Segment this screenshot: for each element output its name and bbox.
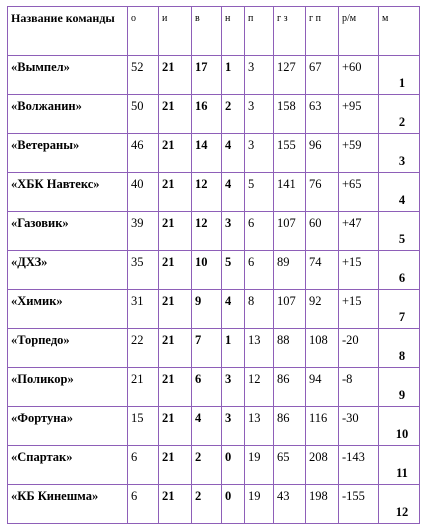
cell-team: «ДХЗ» bbox=[8, 251, 128, 290]
cell-losses: 6 bbox=[245, 251, 274, 290]
cell-team: «ХБК Навтекс» bbox=[8, 173, 128, 212]
cell-wins: 4 bbox=[192, 407, 222, 446]
cell-points: 46 bbox=[128, 134, 159, 173]
cell-wins: 2 bbox=[192, 446, 222, 485]
header-diff: р/м bbox=[339, 7, 379, 56]
cell-points: 52 bbox=[128, 56, 159, 95]
table-row bbox=[8, 329, 420, 368]
cell-place: 6 bbox=[379, 251, 420, 290]
cell-games: 21 bbox=[159, 407, 192, 446]
cell-goals-against: 108 bbox=[306, 329, 339, 368]
cell-losses: 6 bbox=[245, 212, 274, 251]
cell-place: 2 bbox=[379, 95, 420, 134]
table-row bbox=[8, 134, 420, 173]
cell-goals-against: 63 bbox=[306, 95, 339, 134]
cell-wins: 7 bbox=[192, 329, 222, 368]
cell-goals-for: 127 bbox=[274, 56, 306, 95]
cell-team: «КБ Кинешма» bbox=[8, 485, 128, 524]
cell-games: 21 bbox=[159, 56, 192, 95]
cell-diff: +60 bbox=[339, 56, 379, 95]
cell-goals-against: 96 bbox=[306, 134, 339, 173]
cell-team: «Волжанин» bbox=[8, 95, 128, 134]
cell-team: «Поликор» bbox=[8, 368, 128, 407]
cell-draws: 4 bbox=[222, 134, 245, 173]
cell-games: 21 bbox=[159, 446, 192, 485]
cell-points: 15 bbox=[128, 407, 159, 446]
cell-team: «Спартак» bbox=[8, 446, 128, 485]
cell-goals-for: 65 bbox=[274, 446, 306, 485]
cell-place: 11 bbox=[379, 446, 420, 485]
cell-goals-against: 198 bbox=[306, 485, 339, 524]
cell-goals-for: 141 bbox=[274, 173, 306, 212]
cell-wins: 6 bbox=[192, 368, 222, 407]
cell-draws: 4 bbox=[222, 290, 245, 329]
cell-goals-against: 116 bbox=[306, 407, 339, 446]
header-goals-for: г з bbox=[274, 7, 306, 56]
cell-place: 7 bbox=[379, 290, 420, 329]
header-team: Название команды bbox=[8, 7, 128, 56]
cell-wins: 17 bbox=[192, 56, 222, 95]
cell-losses: 3 bbox=[245, 95, 274, 134]
table-row bbox=[8, 368, 420, 407]
table-row bbox=[8, 95, 420, 134]
cell-losses: 13 bbox=[245, 329, 274, 368]
header-points: о bbox=[128, 7, 159, 56]
cell-draws: 1 bbox=[222, 329, 245, 368]
cell-place: 10 bbox=[379, 407, 420, 446]
cell-place: 9 bbox=[379, 368, 420, 407]
cell-points: 6 bbox=[128, 485, 159, 524]
cell-points: 6 bbox=[128, 446, 159, 485]
cell-goals-against: 94 bbox=[306, 368, 339, 407]
cell-diff: -20 bbox=[339, 329, 379, 368]
cell-losses: 13 bbox=[245, 407, 274, 446]
table-row bbox=[8, 173, 420, 212]
cell-goals-for: 158 bbox=[274, 95, 306, 134]
cell-losses: 12 bbox=[245, 368, 274, 407]
table-row bbox=[8, 251, 420, 290]
cell-team: «Химик» bbox=[8, 290, 128, 329]
cell-place: 12 bbox=[379, 485, 420, 524]
cell-diff: +65 bbox=[339, 173, 379, 212]
table-row bbox=[8, 56, 420, 95]
cell-points: 21 bbox=[128, 368, 159, 407]
table-body bbox=[8, 56, 420, 524]
cell-goals-for: 86 bbox=[274, 407, 306, 446]
cell-draws: 3 bbox=[222, 212, 245, 251]
cell-losses: 3 bbox=[245, 134, 274, 173]
cell-team: «Ветераны» bbox=[8, 134, 128, 173]
cell-goals-for: 86 bbox=[274, 368, 306, 407]
cell-goals-for: 107 bbox=[274, 212, 306, 251]
standings-table bbox=[7, 6, 420, 524]
cell-team: «Фортуна» bbox=[8, 407, 128, 446]
cell-points: 50 bbox=[128, 95, 159, 134]
cell-games: 21 bbox=[159, 134, 192, 173]
cell-goals-against: 76 bbox=[306, 173, 339, 212]
cell-wins: 2 bbox=[192, 485, 222, 524]
cell-games: 21 bbox=[159, 290, 192, 329]
cell-losses: 5 bbox=[245, 173, 274, 212]
cell-draws: 0 bbox=[222, 485, 245, 524]
cell-diff: +15 bbox=[339, 251, 379, 290]
cell-draws: 4 bbox=[222, 173, 245, 212]
cell-points: 22 bbox=[128, 329, 159, 368]
table-row bbox=[8, 290, 420, 329]
cell-goals-against: 60 bbox=[306, 212, 339, 251]
cell-points: 35 bbox=[128, 251, 159, 290]
header-wins: в bbox=[192, 7, 222, 56]
table-row bbox=[8, 407, 420, 446]
cell-draws: 3 bbox=[222, 407, 245, 446]
cell-games: 21 bbox=[159, 212, 192, 251]
table-row bbox=[8, 212, 420, 251]
cell-points: 39 bbox=[128, 212, 159, 251]
cell-losses: 19 bbox=[245, 485, 274, 524]
cell-draws: 1 bbox=[222, 56, 245, 95]
cell-place: 4 bbox=[379, 173, 420, 212]
cell-goals-against: 208 bbox=[306, 446, 339, 485]
cell-goals-for: 88 bbox=[274, 329, 306, 368]
header-place: м bbox=[379, 7, 420, 56]
cell-place: 8 bbox=[379, 329, 420, 368]
cell-wins: 16 bbox=[192, 95, 222, 134]
cell-goals-against: 67 bbox=[306, 56, 339, 95]
cell-losses: 3 bbox=[245, 56, 274, 95]
cell-diff: -143 bbox=[339, 446, 379, 485]
cell-wins: 12 bbox=[192, 173, 222, 212]
cell-games: 21 bbox=[159, 485, 192, 524]
cell-goals-for: 107 bbox=[274, 290, 306, 329]
table-row bbox=[8, 485, 420, 524]
cell-games: 21 bbox=[159, 329, 192, 368]
cell-team: «Вымпел» bbox=[8, 56, 128, 95]
header-goals-against: г п bbox=[306, 7, 339, 56]
cell-wins: 12 bbox=[192, 212, 222, 251]
cell-losses: 19 bbox=[245, 446, 274, 485]
cell-diff: +59 bbox=[339, 134, 379, 173]
cell-games: 21 bbox=[159, 368, 192, 407]
cell-draws: 0 bbox=[222, 446, 245, 485]
table-row bbox=[8, 446, 420, 485]
cell-draws: 2 bbox=[222, 95, 245, 134]
cell-place: 3 bbox=[379, 134, 420, 173]
cell-games: 21 bbox=[159, 95, 192, 134]
cell-place: 5 bbox=[379, 212, 420, 251]
cell-goals-for: 89 bbox=[274, 251, 306, 290]
cell-losses: 8 bbox=[245, 290, 274, 329]
cell-goals-for: 43 bbox=[274, 485, 306, 524]
cell-diff: -8 bbox=[339, 368, 379, 407]
table-header bbox=[8, 7, 420, 56]
cell-goals-against: 92 bbox=[306, 290, 339, 329]
cell-points: 31 bbox=[128, 290, 159, 329]
cell-team: «Газовик» bbox=[8, 212, 128, 251]
cell-wins: 9 bbox=[192, 290, 222, 329]
cell-diff: -155 bbox=[339, 485, 379, 524]
header-losses: п bbox=[245, 7, 274, 56]
cell-games: 21 bbox=[159, 173, 192, 212]
cell-points: 40 bbox=[128, 173, 159, 212]
cell-goals-for: 155 bbox=[274, 134, 306, 173]
cell-wins: 10 bbox=[192, 251, 222, 290]
cell-draws: 3 bbox=[222, 368, 245, 407]
cell-place: 1 bbox=[379, 56, 420, 95]
cell-diff: +95 bbox=[339, 95, 379, 134]
cell-games: 21 bbox=[159, 251, 192, 290]
cell-diff: +47 bbox=[339, 212, 379, 251]
header-row bbox=[8, 7, 420, 56]
cell-diff: -30 bbox=[339, 407, 379, 446]
cell-team: «Торпедо» bbox=[8, 329, 128, 368]
cell-diff: +15 bbox=[339, 290, 379, 329]
cell-goals-against: 74 bbox=[306, 251, 339, 290]
cell-draws: 5 bbox=[222, 251, 245, 290]
header-draws: н bbox=[222, 7, 245, 56]
cell-wins: 14 bbox=[192, 134, 222, 173]
header-games: и bbox=[159, 7, 192, 56]
